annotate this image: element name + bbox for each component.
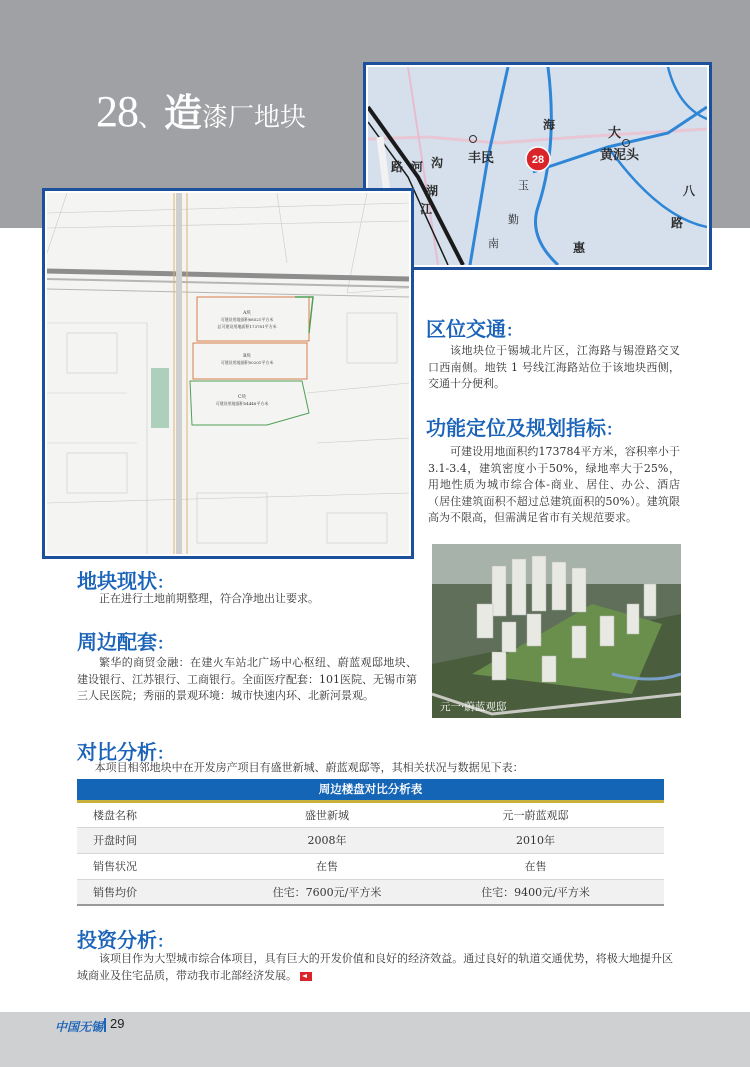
table-row [77, 879, 664, 905]
plan-plot-name: A块 [243, 311, 251, 316]
heading-colon: ： [606, 420, 623, 439]
heading-colon: ： [157, 744, 174, 763]
heading-comparison-text: 对比分析 [77, 740, 157, 764]
map-label: 路 [391, 160, 404, 174]
map-label: 湖 [426, 184, 439, 198]
table-row [77, 827, 664, 853]
comparison-table [77, 779, 664, 906]
map-label: 江 [420, 202, 433, 216]
map-marker-label: 28 [531, 154, 545, 166]
map-label: 丰民 [468, 151, 495, 166]
planning-text: 可建设用地面积约173784平方米，容积率小于3.1-3.4，建筑密度小于50%，绿地率大于25%，用地性质为城市综合体-商业、居住、办公、酒店（居住建筑面积不超过总建筑面积的50%）。建筑限高为不限高，但需满足省市有关规范要求。 [428, 445, 680, 524]
map-label: 南 [488, 237, 499, 250]
end-arrow-icon [300, 972, 312, 981]
title-rest: 漆厂地块 [202, 103, 307, 133]
map-label: 黄泥头 [600, 148, 640, 163]
title-first-char: 造 [164, 91, 203, 135]
heading-location [426, 313, 522, 342]
investment-text: 该项目作为大型城市综合体项目，具有巨大的开发价值和良好的经济效益。通过良好的轨道交通优势，将极大地提升区域商业及住宅品质，带动我市北部经济发展。 [77, 952, 673, 982]
heading-surroundings-text: 周边配套 [77, 630, 157, 654]
table-cell: 销售状况 [77, 853, 247, 879]
heading-investment [77, 924, 173, 953]
project-rendering [432, 544, 681, 718]
map-label: 大 [608, 126, 622, 141]
site-plan [42, 188, 414, 559]
map-label: 玉 [518, 179, 529, 192]
heading-colon: ： [506, 321, 523, 340]
heading-status-text: 地块现状 [77, 569, 157, 593]
heading-colon: ： [157, 573, 174, 592]
table-cell: 销售均价 [77, 879, 247, 905]
footer-divider [104, 1018, 106, 1032]
table-row [77, 801, 664, 827]
footer-logo: 中国无锡 [55, 1020, 104, 1034]
plan-plot-area: 可建设用地面积50201平方米 [220, 360, 274, 365]
plan-plot-name: C块 [238, 395, 246, 400]
status-text: 正在进行土地前期整理，符合净地出让要求。 [99, 592, 319, 605]
title-number: 28 [96, 87, 138, 136]
heading-colon: ： [157, 932, 174, 951]
heading-investment-text: 投资分析 [77, 928, 157, 952]
table-cell: 元一蔚蓝观邸 [407, 801, 664, 827]
page-number: 29 [110, 1016, 125, 1031]
heading-location-text: 区位交通 [426, 317, 506, 341]
table-cell: 开盘时间 [77, 827, 247, 853]
location-text: 该地块位于锡城北片区，江海路与锡澄路交叉口西南侧。地铁 1 号线江海路站位于该地块西侧，交通十分便利。 [428, 344, 680, 390]
map-label: 勤 [508, 213, 519, 226]
table-row [77, 853, 664, 879]
table-cell: 住宅：7600元/平方米 [247, 879, 407, 905]
map-label: 海 [543, 118, 556, 132]
table-cell: 在售 [247, 853, 407, 879]
plan-plot-area: 可建设用地面积68521平方米 [220, 317, 274, 322]
plan-plot-name: B块 [243, 354, 251, 359]
map-label: 沟 [431, 156, 444, 170]
map-location-marker [526, 147, 550, 171]
heading-status [77, 565, 173, 594]
heading-planning [426, 412, 622, 441]
rendering-caption: 元一·蔚蓝观邸 [440, 701, 507, 713]
table-title: 周边楼盘对比分析表 [77, 779, 664, 801]
map-label: 路 [671, 216, 684, 230]
table-cell: 2008年 [247, 827, 407, 853]
plan-plot-area: 可建设用地面积54448平方米 [215, 401, 269, 406]
table-cell: 楼盘名称 [77, 801, 247, 827]
heading-surroundings [77, 626, 173, 655]
investment-paragraph [77, 950, 673, 984]
comparison-text: 本项目相邻地块中在开发房产项目有盛世新城、蔚蓝观邸等，其相关状况与数据见下表： [94, 761, 524, 774]
table-cell: 2010年 [407, 827, 664, 853]
map-label: 惠 [573, 241, 586, 255]
page-title [96, 82, 307, 136]
surroundings-text: 繁华的商贸金融：在建火车站北广场中心枢纽、蔚蓝观邸地块、建设银行、江苏银行、工商银行。全面医疗配套：101医院、无锡市第三人民医院；秀丽的景观环境：城市快速内环、北新河景观。 [77, 656, 417, 702]
table-cell: 在售 [407, 853, 664, 879]
location-map [363, 62, 712, 270]
title-separator: 、 [138, 103, 165, 133]
heading-planning-text: 功能定位及规划指标 [426, 416, 606, 440]
heading-colon: ： [157, 634, 174, 653]
map-label: 八 [683, 184, 696, 198]
table-cell: 盛世新城 [247, 801, 407, 827]
table-cell: 住宅：9400元/平方米 [407, 879, 664, 905]
plan-plot-total: 总可建设用地面积173781平方米 [217, 324, 277, 329]
map-label: 河 [411, 160, 424, 174]
